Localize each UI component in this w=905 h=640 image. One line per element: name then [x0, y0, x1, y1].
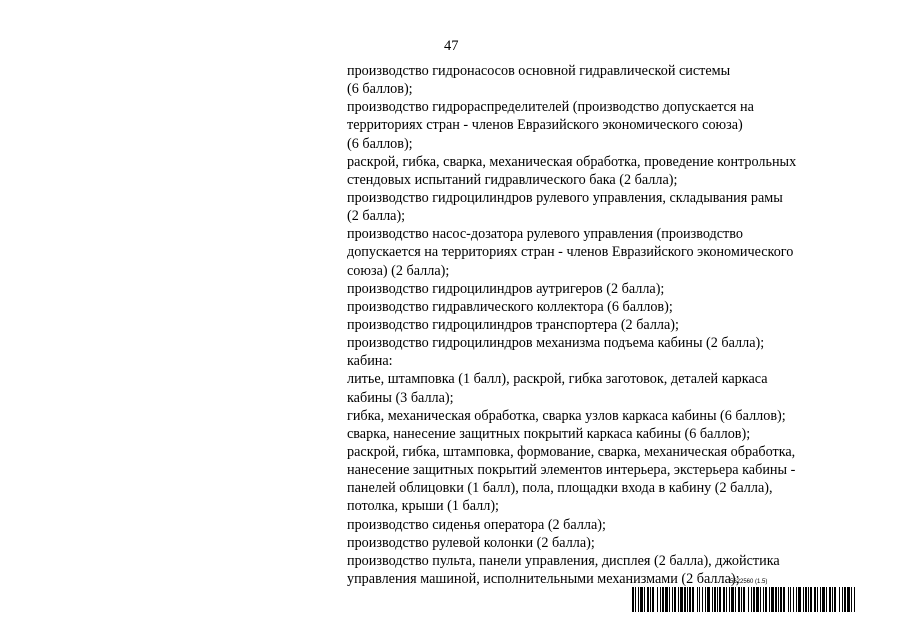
text-line: территориях стран - членов Евразийского экономического союза): [347, 117, 743, 134]
text-line: кабины (3 балла);: [347, 389, 454, 406]
text-line: раскрой, гибка, сварка, механическая обработка, проведение контрольных: [347, 153, 797, 170]
text-line: раскрой, гибка, штамповка, формование, сварка, механическая обработка,: [347, 443, 796, 460]
text-line: кабина:: [347, 353, 393, 370]
document-body: [347, 62, 837, 588]
text-line: производство гидрораспределителей (производство допускается на: [347, 99, 754, 116]
text-line: сварка, нанесение защитных покрытий каркаса кабины (6 баллов);: [347, 425, 751, 442]
text-line: панелей облицовки (1 балл), пола, площадки входа в кабину (2 балла),: [347, 480, 773, 497]
text-line: допускается на территориях стран - членов Евразийского экономического: [347, 244, 794, 261]
text-line: производство рулевой колонки (2 балла);: [347, 534, 595, 551]
text-line: литье, штамповка (1 балл), раскрой, гибка заготовок, деталей каркаса: [347, 371, 768, 388]
page-number: 47: [444, 38, 459, 54]
text-line: (2 балла);: [347, 208, 406, 225]
barcode-caption: 5622560 (1.5): [730, 579, 768, 585]
barcode-icon: [632, 587, 856, 612]
text-line: стендовых испытаний гидравлического бака (2 балла);: [347, 171, 678, 188]
text-line: производство гидроцилиндров аутригеров (2 балла);: [347, 280, 665, 297]
text-line: производство насос-дозатора рулевого управления (производство: [347, 226, 743, 243]
text-line: союза) (2 балла);: [347, 262, 450, 279]
text-line: производство гидравлического коллектора (6 баллов);: [347, 298, 673, 315]
text-line: производство гидроцилиндров механизма подъема кабины (2 балла);: [347, 335, 765, 352]
text-line: (6 баллов);: [347, 135, 413, 152]
text-line: потолка, крыши (1 балл);: [347, 498, 499, 515]
text-line: (6 баллов);: [347, 81, 413, 98]
text-line: гибка, механическая обработка, сварка узлов каркаса кабины (6 баллов);: [347, 407, 786, 424]
text-line: производство сиденья оператора (2 балла);: [347, 516, 606, 533]
text-line: производство гидроцилиндров транспортера (2 балла);: [347, 316, 679, 333]
document-barcode: [632, 579, 856, 613]
text-line: производство гидронасосов основной гидравлической системы: [347, 63, 731, 79]
text-line: производство гидроцилиндров рулевого управления, складывания рамы: [347, 189, 783, 206]
text-line: производство пульта, панели управления, дисплея (2 балла), джойстика: [347, 552, 780, 569]
text-line: нанесение защитных покрытий элементов интерьера, экстерьера кабины -: [347, 462, 796, 479]
text-line: управления машиной, исполнительными механизмами (2 балла);: [347, 570, 740, 587]
